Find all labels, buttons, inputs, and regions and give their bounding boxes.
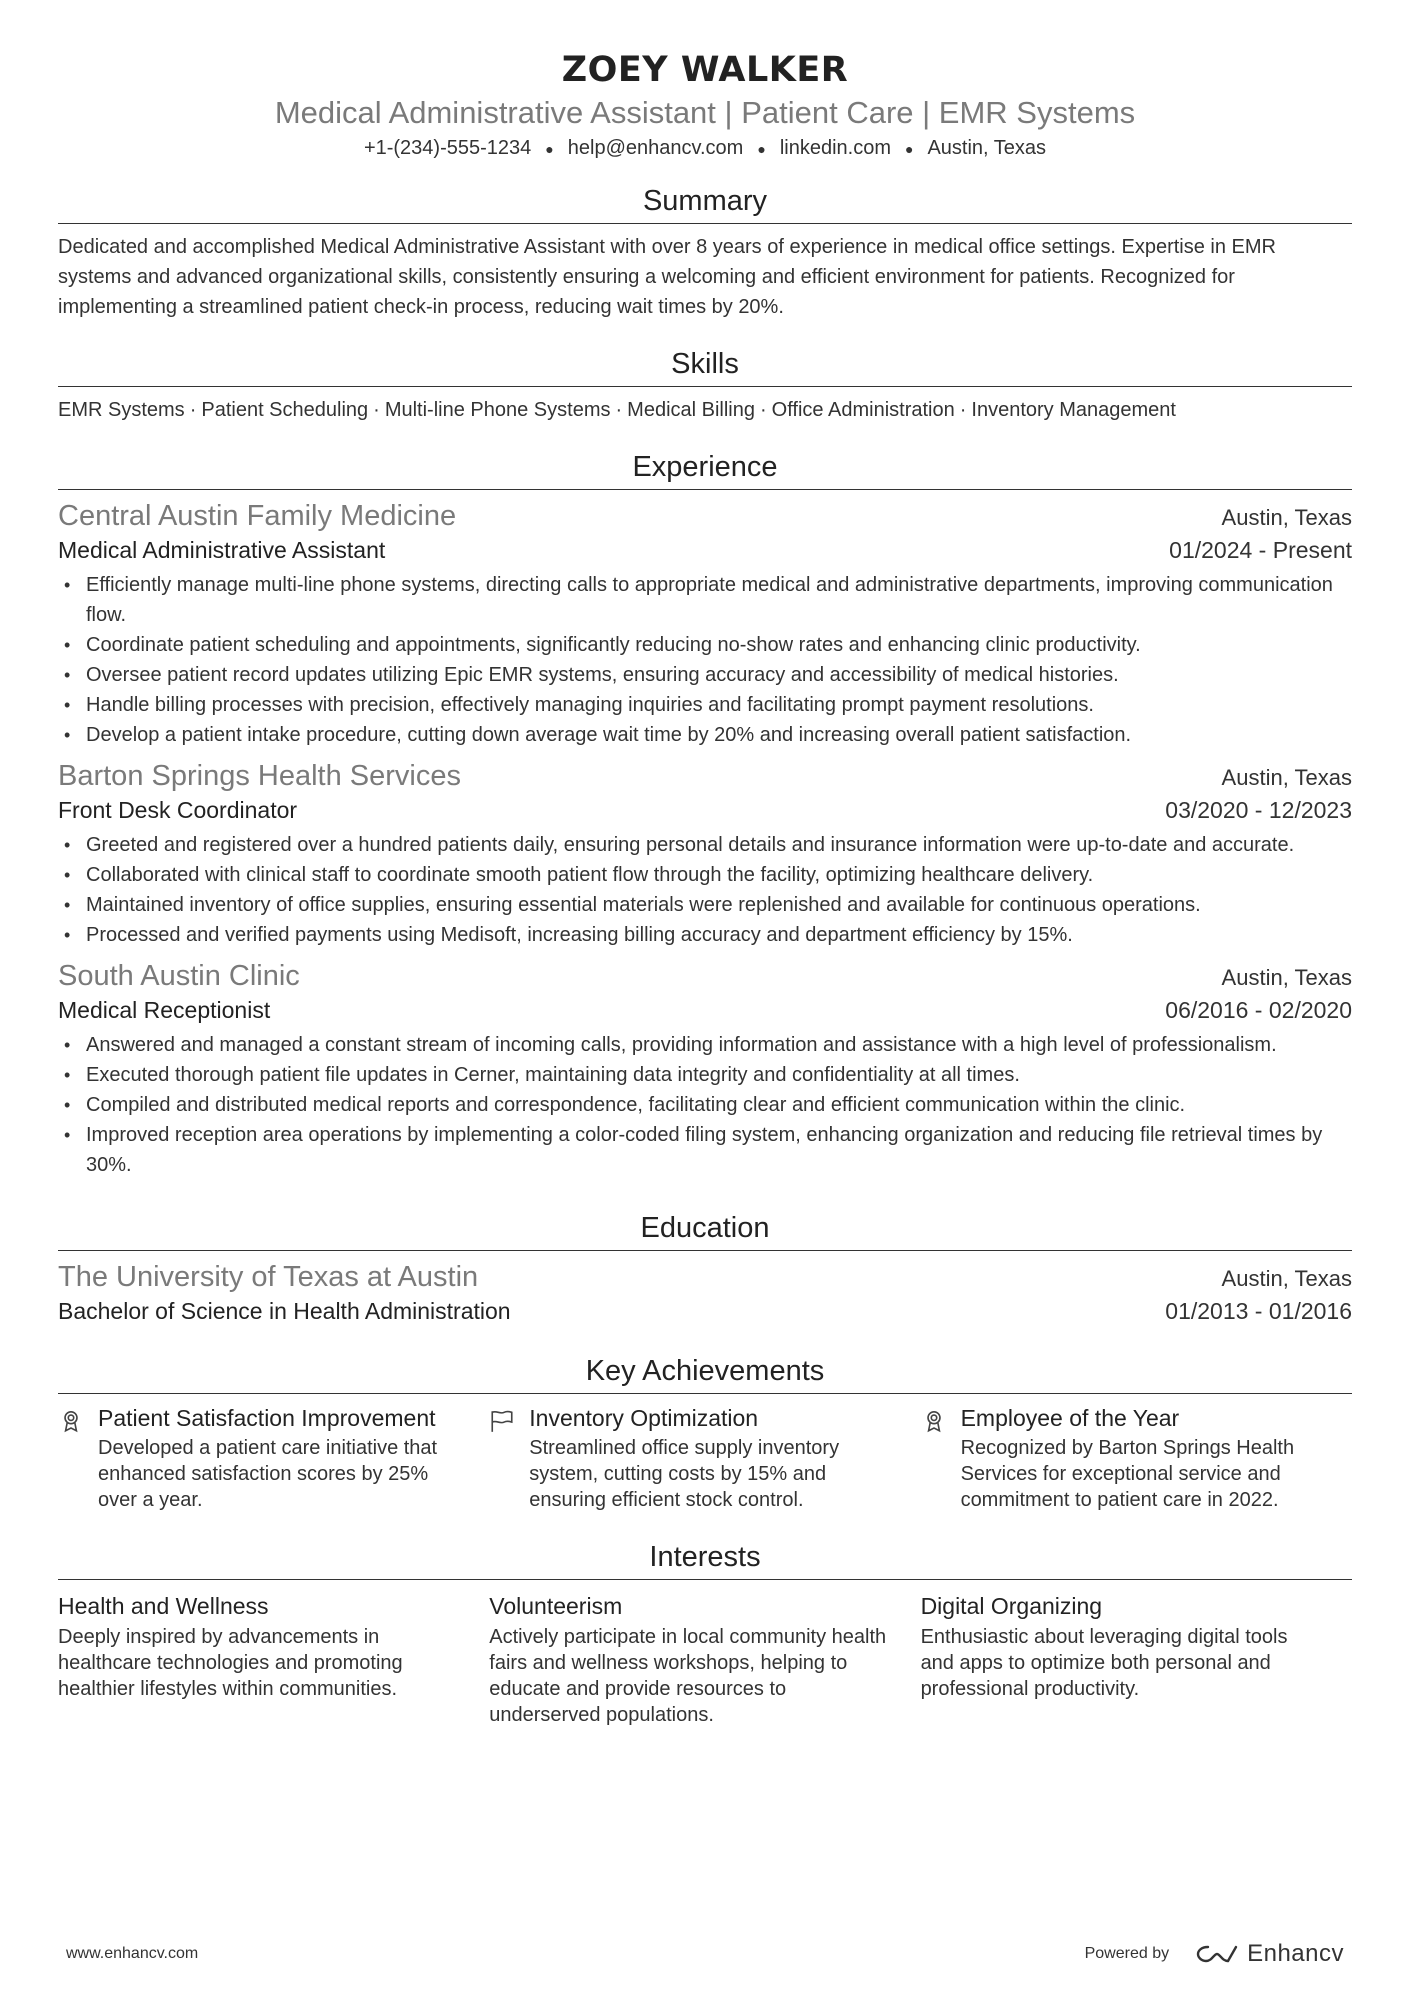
company-name: Central Austin Family Medicine — [58, 499, 457, 532]
achievement-item — [921, 1404, 1352, 1513]
summary-title: Summary — [58, 183, 1352, 224]
linkedin-link[interactable]: linkedin.com — [779, 137, 891, 159]
interest-item — [58, 1590, 489, 1728]
achievements-grid — [58, 1404, 1352, 1513]
job-dates: 03/2020 - 12/2023 — [1165, 796, 1352, 823]
award-icon — [921, 1408, 947, 1434]
brand-name: Enhancv — [1247, 1940, 1344, 1967]
bullet-item: • Collaborated with clinical staff to coordinate smooth patient flow through the facility, optimizing healthcare delivery. — [58, 860, 1352, 890]
school-location: Austin, Texas — [1221, 1265, 1352, 1291]
education-dates: 01/2013 - 01/2016 — [1165, 1297, 1352, 1324]
resume-header — [58, 0, 1352, 163]
job-role: Medical Receptionist — [58, 996, 271, 1023]
job-location: Austin, Texas — [1221, 504, 1352, 530]
summary-text: Dedicated and accomplished Medical Administrative Assistant with over 8 years of experience in medical office settings. Expertise in EMR systems and advanced organizational skills, consistently ensuring a welcoming and efficient environment for patients. Recognized for implementing a streamlined patient check-in process, reducing wait times by 20%. — [58, 235, 1276, 318]
interests-grid — [58, 1590, 1352, 1728]
job-bullets — [58, 830, 1352, 950]
powered-by-label: Powered by — [1084, 1945, 1170, 1962]
degree: Bachelor of Science in Health Administration — [58, 1297, 511, 1324]
skill-item: Medical Billing — [627, 398, 755, 421]
interests-section — [58, 1539, 1352, 1728]
education-section — [58, 1210, 1352, 1327]
skills-title: Skills — [58, 346, 1352, 387]
bullet-item: • Processed and verified payments using Medisoft, increasing billing accuracy and department efficiency by 15%. — [58, 920, 1352, 950]
bullet-item: • Maintained inventory of office supplies, ensuring essential materials were replenished and available for continuous operations. — [58, 890, 1352, 920]
phone: +1-(234)-555-1234 — [363, 137, 532, 159]
contact-location: Austin, Texas — [927, 137, 1047, 159]
interests-title: Interests — [58, 1539, 1352, 1580]
company-name: South Austin Clinic — [58, 959, 300, 992]
interest-title: Volunteerism — [489, 1592, 623, 1619]
bullet-item: • Answered and managed a constant stream of incoming calls, providing information and assistance with a high level of professionalism. — [58, 1030, 1352, 1060]
achievements-section — [58, 1353, 1352, 1513]
separator-dot: ● — [904, 140, 914, 157]
company-name: Barton Springs Health Services — [58, 759, 461, 792]
achievements-title: Key Achievements — [58, 1353, 1352, 1394]
achievement-desc: Recognized by Barton Springs Health Services for exceptional service and commitment to patient care in 2022. — [960, 1436, 1295, 1511]
contact-line — [58, 134, 1352, 163]
interest-item — [489, 1590, 920, 1728]
summary-section — [58, 183, 1352, 322]
job-entry — [58, 498, 1352, 750]
job-dates: 06/2016 - 02/2020 — [1165, 996, 1352, 1023]
skill-item: Patient Scheduling — [201, 398, 369, 421]
job-bullets — [58, 570, 1352, 750]
candidate-name: ZOEY WALKER — [561, 50, 849, 90]
powered-by — [1085, 1940, 1344, 1968]
job-role: Front Desk Coordinator — [58, 796, 298, 823]
skill-item: EMR Systems — [58, 398, 185, 421]
experience-title: Experience — [58, 449, 1352, 490]
interest-item — [921, 1590, 1352, 1728]
skills-section — [58, 346, 1352, 425]
separator-dot: ● — [545, 140, 554, 157]
bullet-item: • Develop a patient intake procedure, cutting down average wait time by 20% and increasing overall patient satisfaction. — [58, 720, 1352, 750]
achievement-title: Employee of the Year — [960, 1404, 1180, 1431]
separator-dot: ● — [757, 140, 766, 157]
interest-desc: Enthusiastic about leveraging digital tools and apps to optimize both personal and professional productivity. — [920, 1625, 1288, 1700]
skill-item: Inventory Management — [971, 398, 1176, 421]
skills-list: EMR Systems · Patient Scheduling · Multi-line Phone Systems · Medical Billing · Office Administration · Inventory Management — [58, 398, 1176, 421]
enhancv-logo-icon — [1195, 1943, 1239, 1965]
experience-section — [58, 449, 1352, 1180]
bullet-item: • Handle billing processes with precision, effectively managing inquiries and facilitating prompt payment resolutions. — [58, 690, 1352, 720]
skill-item: Office Administration — [771, 398, 955, 421]
job-bullets — [58, 1030, 1352, 1180]
flag-icon — [489, 1408, 515, 1434]
brand-logo[interactable] — [1195, 1940, 1344, 1968]
interest-title: Digital Organizing — [920, 1592, 1103, 1619]
bullet-item: • Improved reception area operations by implementing a color-coded filing system, enhancing organization and reducing file retrieval times by 30%. — [58, 1120, 1352, 1180]
achievement-item — [58, 1404, 489, 1513]
bullet-item: • Efficiently manage multi-line phone systems, directing calls to appropriate medical and administrative departments, improving communication flow. — [58, 570, 1352, 630]
job-location: Austin, Texas — [1221, 764, 1352, 790]
interest-desc: Deeply inspired by advancements in healthcare technologies and promoting healthier lifestyles within communities. — [58, 1625, 403, 1700]
bullet-item: • Oversee patient record updates utilizing Epic EMR systems, ensuring accuracy and accessibility of medical histories. — [58, 660, 1352, 690]
job-role: Medical Administrative Assistant — [58, 536, 386, 563]
interest-title: Health and Wellness — [58, 1592, 269, 1619]
job-dates: 01/2024 - Present — [1169, 536, 1352, 563]
school-name: The University of Texas at Austin — [58, 1260, 479, 1293]
achievement-title: Inventory Optimization — [529, 1404, 759, 1431]
achievement-title: Patient Satisfaction Improvement — [98, 1404, 436, 1431]
achievement-item — [489, 1404, 920, 1513]
education-entry — [58, 1259, 1352, 1327]
headline: Medical Administrative Assistant | Patient Care | EMR Systems — [274, 95, 1136, 130]
footer — [66, 1940, 1344, 1968]
bullet-item: • Compiled and distributed medical reports and correspondence, facilitating clear and efficient communication within the clinic. — [58, 1090, 1352, 1120]
bullet-item: • Coordinate patient scheduling and appointments, significantly reducing no-show rates and enhancing clinic productivity. — [58, 630, 1352, 660]
footer-url-link[interactable]: www.enhancv.com — [66, 1945, 199, 1962]
job-entry — [58, 758, 1352, 950]
job-location: Austin, Texas — [1221, 964, 1352, 990]
bullet-item: • Executed thorough patient file updates in Cerner, maintaining data integrity and confidentiality at all times. — [58, 1060, 1352, 1090]
bullet-item: • Greeted and registered over a hundred patients daily, ensuring personal details and insurance information were up-to-date and accurate. — [58, 830, 1352, 860]
education-title: Education — [58, 1210, 1352, 1251]
achievement-desc: Streamlined office supply inventory system, cutting costs by 15% and ensuring efficient stock control. — [529, 1436, 840, 1511]
achievement-desc: Developed a patient care initiative that enhanced satisfaction scores by 25% over a year. — [98, 1436, 438, 1511]
skill-item: Multi-line Phone Systems — [384, 398, 611, 421]
award-icon — [58, 1408, 84, 1434]
email-link[interactable]: help@enhancv.com — [567, 137, 744, 159]
job-entry — [58, 958, 1352, 1180]
interest-desc: Actively participate in local community health fairs and wellness workshops, helping to educate and provide resources to underserved populations. — [489, 1625, 887, 1726]
